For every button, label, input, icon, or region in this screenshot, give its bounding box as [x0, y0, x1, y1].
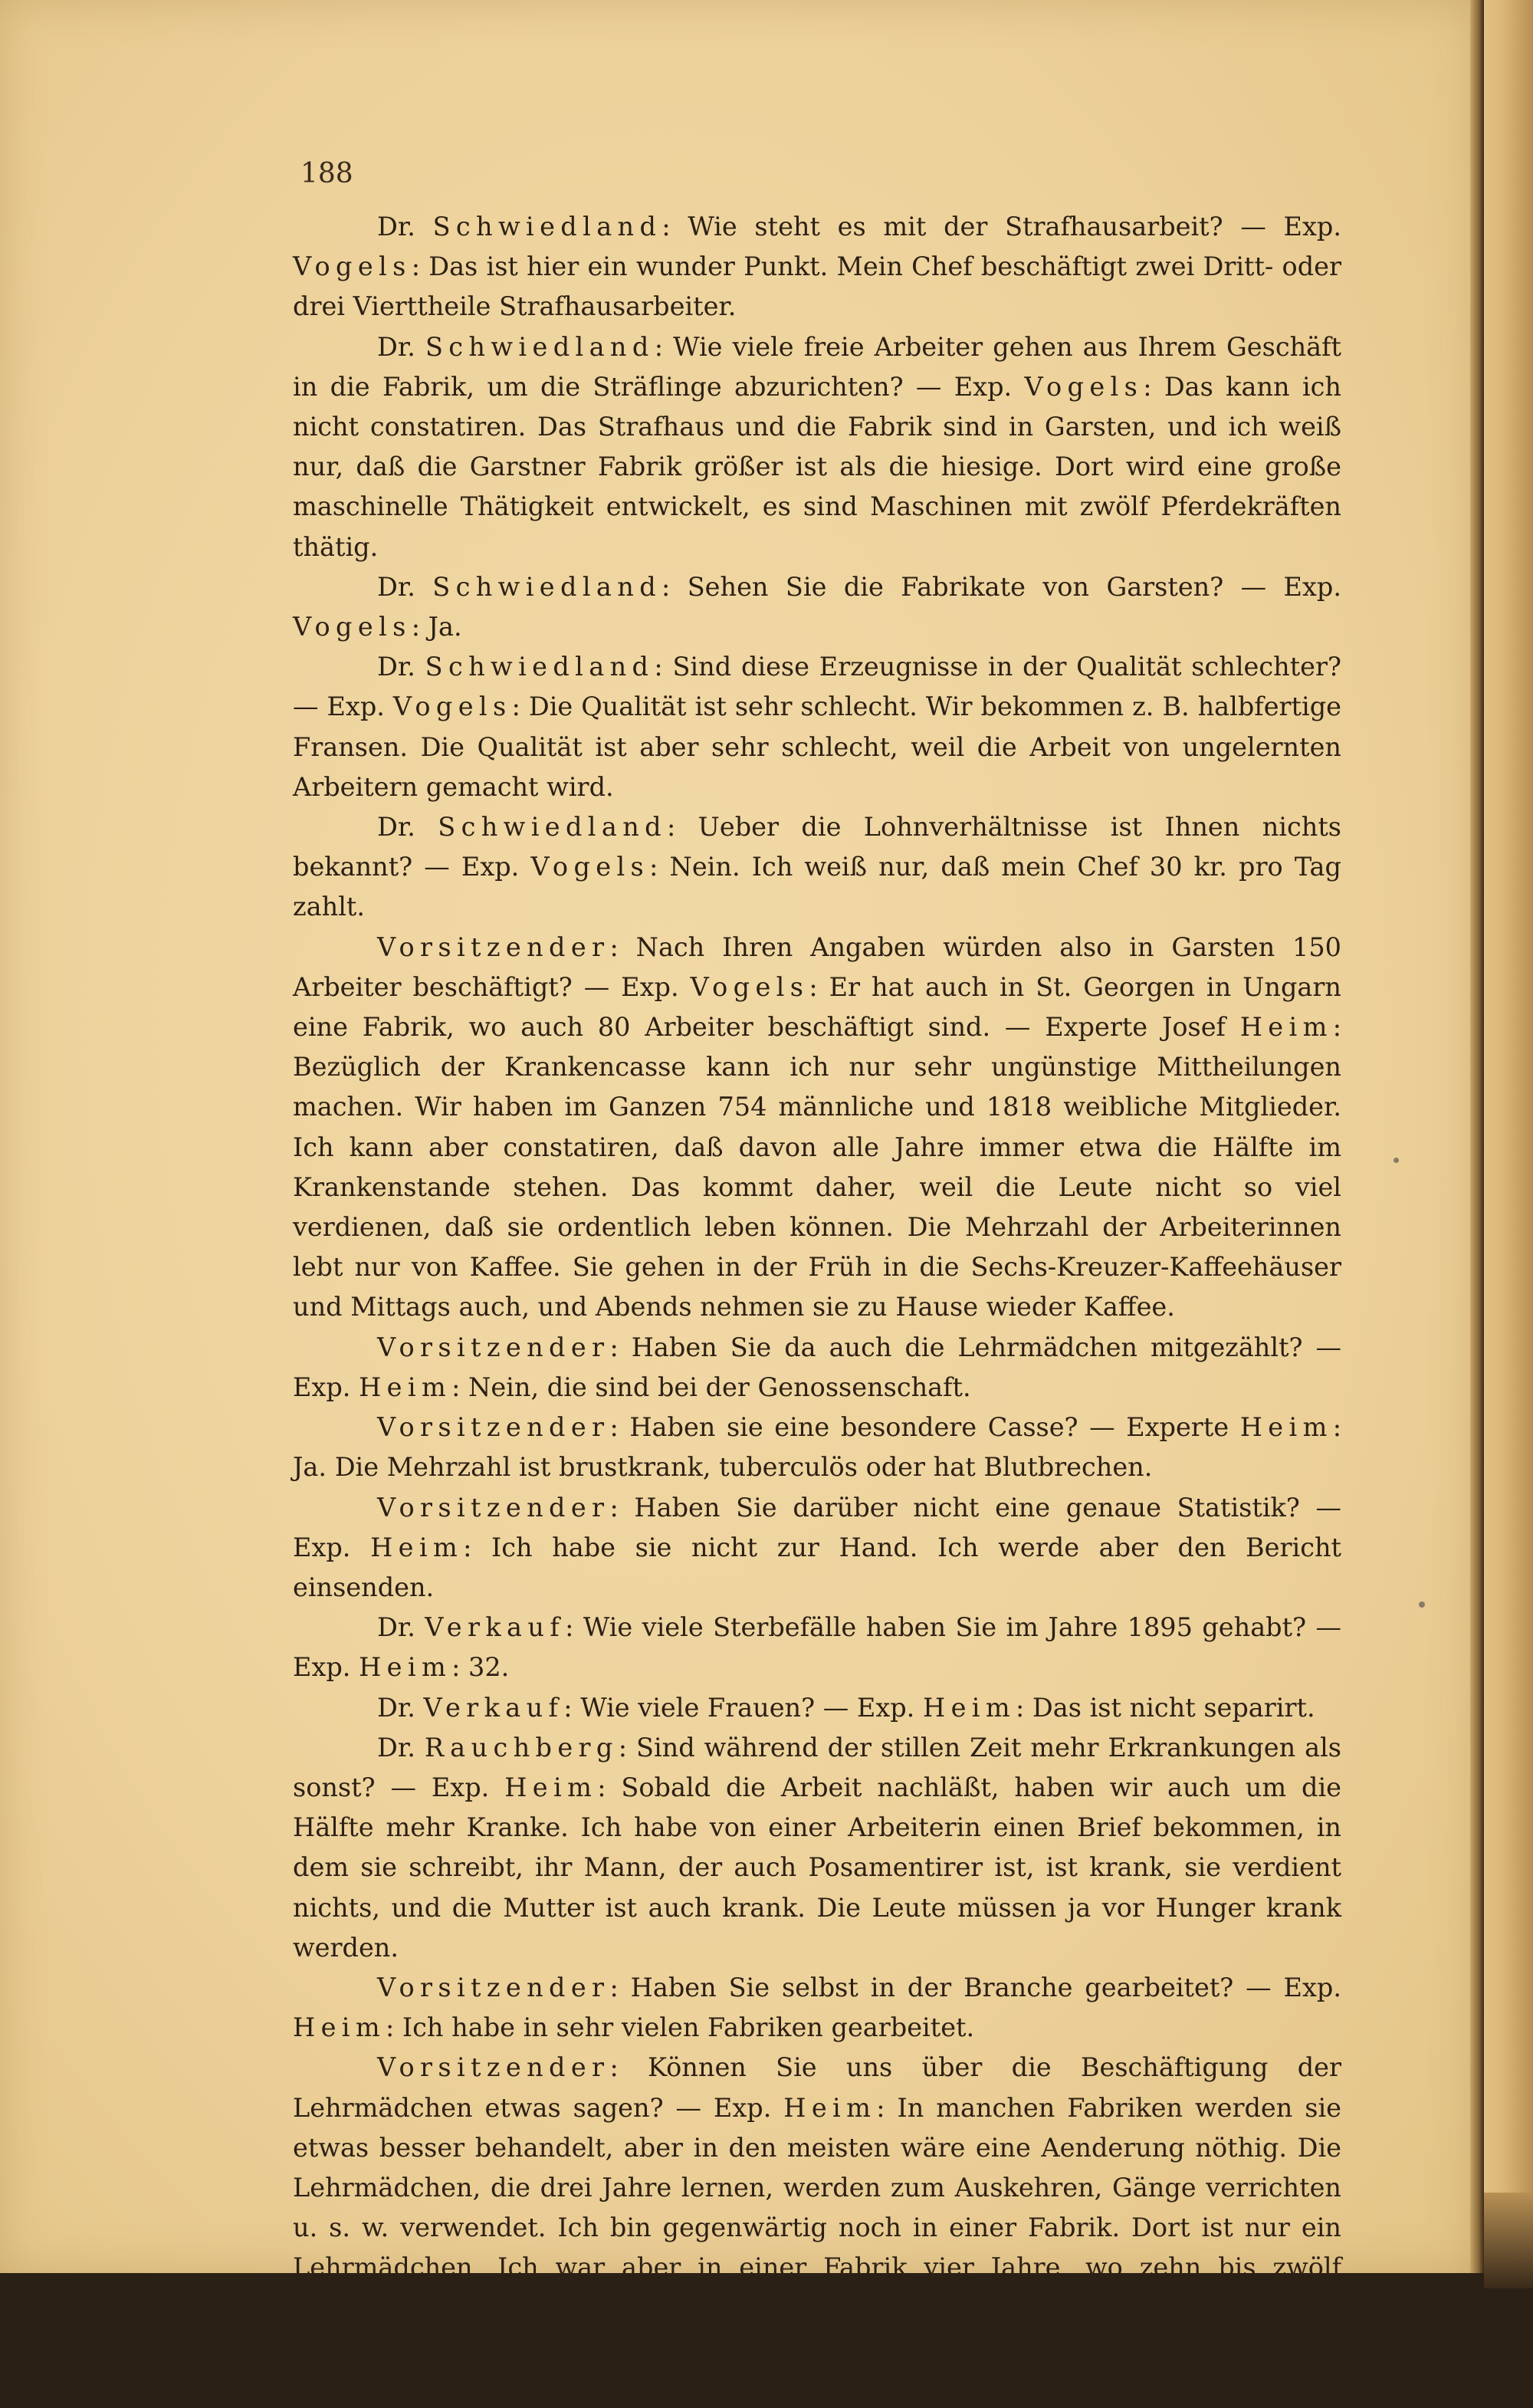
- paragraph: [293, 2048, 1341, 2408]
- paragraph-text: : Sind diese Erzeugnisse in der Qualität schlechter? — Exp.: [293, 652, 1341, 722]
- speaker-name: Vorsitzender: [377, 1412, 610, 1443]
- paragraph-text: Dr.: [377, 1692, 424, 1723]
- speaker-name: Schwiedland: [425, 652, 655, 682]
- speaker-name: Vorsitzender: [377, 931, 610, 962]
- paragraph-text: : Das ist hier ein wunder Punkt. Mein Chef beschäftigt zwei Dritt- oder drei Vierttheile Strafhausarbeiter.: [293, 251, 1341, 322]
- paragraph-text: : Wie viele Sterbefälle haben Sie im Jahre 1895 gehabt? — Exp.: [293, 1612, 1341, 1683]
- paragraph: [293, 1968, 1341, 2048]
- adjacent-page-edge: [1484, 0, 1533, 2288]
- speaker-name: Heim: [1239, 1412, 1333, 1443]
- speaker-name: Verkauf: [425, 1612, 566, 1643]
- paragraph-text: Dr.: [377, 652, 425, 682]
- paragraph-text: : Bezüglich der Krankencasse kann ich nur sehr ungünstige Mittheilungen machen. Wir haben im Ganzen 754 männliche und 1818 weibliche Mitglieder. Ich kann aber constatiren, daß davon alle Jahre immer etwa die Hälfte im Krankenstande stehen. Das kommt daher, weil die Leute nicht so viel verdienen, daß sie ordentlich leben können. Die Mehrzahl der Arbeiterinnen lebt nur von Kaffee. Sie gehen in der Früh in die Sechs-Kreuzer-Kaffeehäuser und Mittags auch, und Abends nehmen sie zu Hause wieder Kaffee.: [293, 1012, 1341, 1322]
- speaker-name: Schwiedland: [432, 571, 662, 602]
- speaker-name: Heim: [370, 1532, 464, 1562]
- speaker-name: Vorsitzender: [377, 2052, 610, 2083]
- speaker-name: Vogels: [690, 971, 809, 1002]
- paragraph-text: : Sind während der stillen Zeit mehr Erkrankungen als sonst? — Exp.: [293, 1732, 1341, 1802]
- speaker-name: Heim: [783, 2092, 877, 2123]
- speaker-name: Heim: [359, 1372, 452, 1402]
- paragraph: [293, 1688, 1341, 1728]
- paragraph-text: Dr.: [377, 331, 425, 362]
- speaker-name: Verkauf: [423, 1692, 564, 1723]
- speaker-name: Vorsitzender: [377, 1332, 610, 1362]
- paragraph-text: : Nein. Ich weiß nur, daß mein Chef 30 kr. pro Tag zahlt.: [293, 852, 1341, 922]
- speaker-name: Heim: [1239, 1012, 1333, 1043]
- paragraph-text: : Das ist nicht separirt.: [1015, 1692, 1315, 1723]
- speaker-name: Vogels: [293, 612, 412, 642]
- speaker-name: Vogels: [293, 251, 412, 282]
- paragraph-text: : Ja.: [411, 612, 462, 642]
- paragraph-text: : Haben Sie selbst in der Branche gearbeitet? — Exp.: [609, 1972, 1341, 2002]
- speaker-name: Heim: [504, 1772, 598, 1802]
- paragraph: [293, 807, 1341, 928]
- paragraph-text: : Sehen Sie die Fabrikate von Garsten? — Exp.: [661, 571, 1341, 602]
- paragraph-text: : Ich habe in sehr vielen Fabriken gearbeitet.: [386, 2012, 975, 2043]
- paragraph-text: : Wie viele Frauen? — Exp.: [563, 1692, 923, 1723]
- paragraph-text: : Können Sie uns über die Beschäftigung der Lehrmädchen etwas sagen? — Exp.: [293, 2052, 1341, 2123]
- paragraph: [293, 928, 1341, 1328]
- paragraph: [293, 327, 1341, 567]
- paragraph-text: : Haben Sie da auch die Lehrmädchen mitgezählt? — Exp.: [293, 1332, 1341, 1402]
- speaker-name: Rauchberg: [424, 1732, 619, 1762]
- paragraph-text: : 32.: [451, 1652, 510, 1683]
- paragraph-text: : Wie viele freie Arbeiter gehen aus Ihrem Geschäft in die Fabrik, um die Sträflinge abzurichten? — Exp.: [293, 331, 1341, 402]
- speaker-name: Heim: [293, 2012, 386, 2043]
- paragraph-text: : Wie steht es mit der Strafhausarbeit? — Exp.: [661, 212, 1341, 241]
- paragraph-text: : Nach Ihren Angaben würden also in Garsten 150 Arbeiter beschäftigt? — Exp.: [293, 931, 1341, 1002]
- paragraph: [293, 1408, 1341, 1487]
- paragraph-text: : Er hat auch in St. Georgen in Ungarn eine Fabrik, wo auch 80 Arbeiter beschäftigt sind. — Experte Josef: [293, 971, 1341, 1043]
- paragraph-text: Dr.: [377, 812, 438, 843]
- paragraph-text: Dr.: [377, 212, 433, 241]
- paragraph: [293, 207, 1341, 327]
- paragraph-text: : Das kann ich nicht constatiren. Das Strafhaus und die Fabrik sind in Garsten, und ich weiß nur, daß die Garstner Fabrik größer ist als die hiesige. Dort wird eine große maschinelle Thätigkeit entwickelt, es sind Maschinen mit zwölf Pferdekräften thätig.: [293, 371, 1341, 562]
- speaker-name: Schwiedland: [438, 812, 667, 843]
- adjacent-page-shadow: [1484, 2193, 1533, 2288]
- speaker-name: Vogels: [530, 852, 650, 882]
- paragraph-text: Dr.: [377, 571, 433, 602]
- body-text: [293, 207, 1341, 2408]
- ink-speck: [1393, 1158, 1399, 1163]
- paragraph-text: : Sobald die Arbeit nachläßt, haben wir auch um die Hälfte mehr Kranke. Ich habe von einer Arbeiterin einen Brief bekommen, in dem sie schreibt, ihr Mann, der auch Posamentirer ist, ist krank, sie verdient nichts, und die Mutter ist auch krank. Die Leute müssen ja vor Hunger krank werden.: [293, 1772, 1341, 1963]
- paragraph-text: : Die Qualität ist sehr schlecht. Wir bekommen z. B. halbfertige Fransen. Die Qualität ist aber sehr schlecht, weil die Arbeit von ungelernten Arbeitern gemacht wird.: [293, 692, 1341, 802]
- ink-speck: [1419, 1602, 1425, 1608]
- paragraph-text: : Ueber die Lohnverhältnisse ist Ihnen nichts bekannt? — Exp.: [293, 812, 1341, 882]
- paragraph-text: : Haben sie eine besondere Casse? — Experte: [609, 1412, 1240, 1443]
- paragraph: [293, 1608, 1341, 1687]
- page-number: 188: [300, 158, 353, 189]
- paragraph: [293, 1488, 1341, 1608]
- speaker-name: Vorsitzender: [377, 1492, 610, 1523]
- speaker-name: Heim: [359, 1652, 452, 1683]
- speaker-name: Vorsitzender: [377, 1972, 610, 2002]
- paragraph-text: Dr.: [377, 1732, 425, 1762]
- paragraph-text: : Ich habe sie nicht zur Hand. Ich werde aber den Bericht einsenden.: [293, 1532, 1341, 1602]
- speaker-name: Vogels: [1024, 371, 1144, 402]
- paragraph-text: : In manchen Fabriken werden sie etwas besser behandelt, aber in den meisten wäre eine Aenderung nöthig. Die Lehrmädchen, die drei Jahre lernen, werden zum Auskehren, Gänge verrichten u. s. w. verwendet. Ich bin gegenwärtig noch in einer Fabrik. Dort ist nur ein Lehrmädchen. Ich war aber in einer Fabrik vier Jahre, wo zehn bis zwölf Lehrmädchen waren. Natürlich habe ich im Herbst immer aussetzen und mich um etwas Anderes umschauen müssen. Die Eltern sind meistens verpflichtet, für die Lehrmädchen vollständig zu sorgen, und sie müssen: [293, 2092, 1341, 2403]
- paragraph: [293, 567, 1341, 647]
- binding-edge: [1470, 0, 1484, 2273]
- paragraph-text: : Ja. Die Mehrzahl ist brustkrank, tuberculös oder hat Blutbrechen.: [293, 1412, 1341, 1483]
- paragraph-text: Dr.: [377, 1612, 425, 1643]
- paragraph: [293, 1328, 1341, 1408]
- paragraph: [293, 647, 1341, 807]
- speaker-name: Vogels: [392, 692, 512, 722]
- paragraph-text: : Nein, die sind bei der Genossenschaft.: [451, 1372, 971, 1402]
- paragraph: [293, 1728, 1341, 1968]
- speaker-name: Schwiedland: [432, 212, 662, 241]
- paragraph-text: : Haben Sie darüber nicht eine genaue Statistik? — Exp.: [293, 1492, 1341, 1562]
- speaker-name: Heim: [922, 1692, 1016, 1723]
- speaker-name: Schwiedland: [425, 331, 655, 362]
